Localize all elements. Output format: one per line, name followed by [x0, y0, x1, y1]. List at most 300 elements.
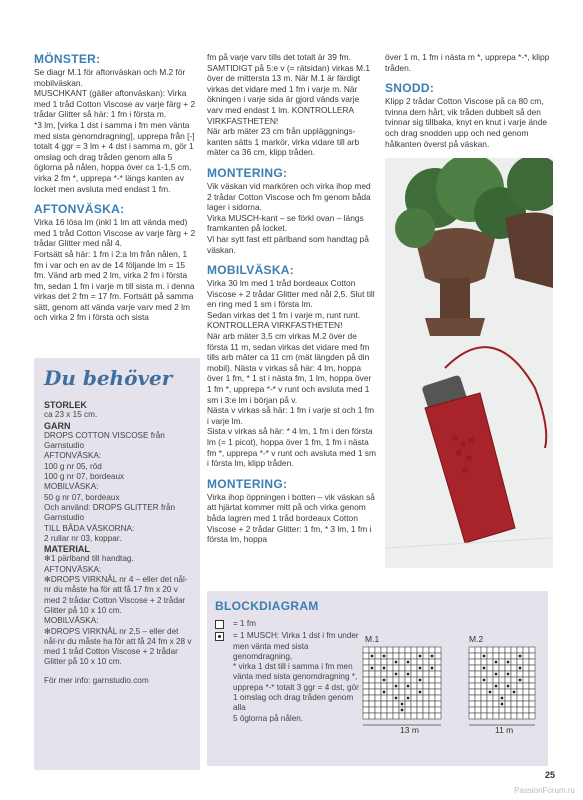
montering-text-2: Virka ihop öppningen i botten – vik väskan så att hjärtat kommer mitt på och virka genom båda lagren med 1 tråd bordeaux Cotton Viscose + 2 trådar Glitter: 1 fm, * 3 lm, 1 fm i första lm, hoppa [207, 491, 375, 545]
grid-cell [529, 695, 535, 701]
storlek-text: ca 23 x 15 cm. [44, 410, 98, 420]
grid-cell [363, 713, 369, 719]
grid-cell [469, 671, 475, 677]
grid-cell [511, 659, 517, 665]
grid-cell [429, 695, 435, 701]
phone-bag-illustration [385, 158, 553, 568]
grid-cell [369, 659, 375, 665]
grid-cell [523, 701, 529, 707]
musch-dot [395, 661, 398, 664]
grid-cell [435, 695, 441, 701]
chart-grids [207, 591, 548, 766]
musch-dot [507, 673, 510, 676]
grid-cell [423, 713, 429, 719]
m2-width-label: 11 m [495, 725, 514, 735]
column-1 [34, 52, 198, 323]
grid-cell [517, 707, 523, 713]
grid-cell [505, 677, 511, 683]
grid-cell [369, 713, 375, 719]
grid-cell [417, 671, 423, 677]
grid-cell [411, 677, 417, 683]
montering-heading-2: MONTERING: [207, 476, 288, 491]
grid-cell [487, 671, 493, 677]
mobilvaska-heading: MOBILVÄSKA: [207, 263, 295, 278]
grid-cell [469, 689, 475, 695]
grid-cell [387, 683, 393, 689]
grid-cell [375, 653, 381, 659]
grid-cell [429, 689, 435, 695]
grid-cell [469, 683, 475, 689]
grid-cell [411, 659, 417, 665]
grid-cell [375, 647, 381, 653]
grid-cell [435, 659, 441, 665]
grid-cell [417, 713, 423, 719]
grid-cell [475, 701, 481, 707]
grid-cell [399, 713, 405, 719]
musch-dot [407, 697, 410, 700]
grid-cell [475, 707, 481, 713]
grid-cell [435, 647, 441, 653]
grid-cell [399, 653, 405, 659]
snodd-text: Klipp 2 trådar Cotton Viscose på ca 80 cm, tvinna dem hårt, vik tråden dubbelt så den tvinnar sig tillbaka, knyt en knut i varje ände och drag snodden upp och ned genom hålkanten överst på väskan. [385, 96, 548, 149]
grid-cell [369, 677, 375, 683]
grid-cell [363, 707, 369, 713]
garn-heading: GARN [44, 420, 71, 431]
grid-cell [469, 707, 475, 713]
grid-cell [493, 689, 499, 695]
grid-cell [511, 677, 517, 683]
grid-cell [475, 677, 481, 683]
grid-cell [417, 647, 423, 653]
grid-cell [475, 683, 481, 689]
grid-cell [435, 683, 441, 689]
grid-cell [469, 653, 475, 659]
grid-cell [529, 701, 535, 707]
grid-cell [529, 647, 535, 653]
musch-dot [431, 667, 434, 670]
grid-cell [417, 701, 423, 707]
grid-cell [529, 683, 535, 689]
musch-dot [383, 679, 386, 682]
snodd-heading: SNODD: [385, 81, 435, 96]
grid-cell [399, 659, 405, 665]
grid-cell [399, 689, 405, 695]
grid-cell [523, 683, 529, 689]
grid-cell [387, 677, 393, 683]
montering-text-1: Vik väskan vid markören och virka ihop med 2 trådar Cotton Viscose och fm genom båda lager i sidorna. Virka MUSCH-kant – se förkl ovan – längs framkanten på locket. Vi har sytt fast ett pärlband som handtag på väskan. [207, 180, 371, 255]
grid-cell [411, 683, 417, 689]
grid-cell [363, 659, 369, 665]
grid-cell [387, 707, 393, 713]
grid-cell [435, 671, 441, 677]
grid-cell [523, 689, 529, 695]
grid-cell [435, 701, 441, 707]
grid-cell [375, 671, 381, 677]
legend-musch: = 1 MUSCH: Virka 1 dst i fm under men vänta med sista genomdragning, * virka 1 dst till i samma i fm men vänta med sista genomdragning *, upprepa *-* totalt 3 ggr = 4 dst, gör 1 omslag och drag tråden genom alla 5 öglorna på nålen. [215, 631, 365, 724]
grid-cell [393, 665, 399, 671]
grid-cell [375, 713, 381, 719]
col3-text-1: över 1 m, 1 fm i nästa m *, upprepa *-*, klipp tråden. [385, 52, 550, 73]
grid-cell [399, 647, 405, 653]
grid-cell [423, 665, 429, 671]
grid-cell [505, 695, 511, 701]
grid-cell [429, 671, 435, 677]
grid-cell [517, 695, 523, 701]
grid-cell [423, 677, 429, 683]
grid-cell [529, 665, 535, 671]
grid-cell [493, 653, 499, 659]
musch-dot [407, 685, 410, 688]
grid-cell [393, 689, 399, 695]
musch-dot [419, 679, 422, 682]
page-number: 25 [544, 770, 555, 780]
grid-cell [523, 707, 529, 713]
grid-cell [505, 707, 511, 713]
grid-cell [381, 671, 387, 677]
grid-cell [411, 647, 417, 653]
grid-cell [499, 677, 505, 683]
chart-m1 [363, 647, 441, 725]
grid-cell [529, 659, 535, 665]
musch-dot [395, 685, 398, 688]
column-3 [385, 52, 555, 149]
grid-cell [393, 653, 399, 659]
grid-cell [435, 677, 441, 683]
grid-cell [517, 701, 523, 707]
grid-cell [505, 713, 511, 719]
grid-cell [387, 659, 393, 665]
musch-dot [419, 691, 422, 694]
musch-dot [501, 703, 504, 706]
grid-cell [523, 653, 529, 659]
grid-cell [393, 677, 399, 683]
grid-cell [417, 659, 423, 665]
grid-cell [429, 683, 435, 689]
grid-cell [405, 653, 411, 659]
grid-cell [529, 713, 535, 719]
grid-cell [499, 707, 505, 713]
grid-cell [387, 671, 393, 677]
watermark: PassionForum.ru [514, 786, 575, 795]
grid-cell [499, 653, 505, 659]
grid-cell [499, 665, 505, 671]
grid-cell [381, 707, 387, 713]
blockdiagram-box [207, 591, 548, 766]
grid-cell [481, 713, 487, 719]
grid-cell [375, 683, 381, 689]
grid-cell [481, 683, 487, 689]
musch-dot [495, 685, 498, 688]
musch-dot [395, 673, 398, 676]
grid-cell [487, 647, 493, 653]
grid-cell [475, 647, 481, 653]
grid-cell [487, 707, 493, 713]
musch-dot [513, 691, 516, 694]
grid-cell [381, 695, 387, 701]
grid-cell [499, 683, 505, 689]
grid-cell [423, 701, 429, 707]
grid-cell [505, 665, 511, 671]
grid-cell [363, 671, 369, 677]
grid-cell [481, 671, 487, 677]
musch-dot [501, 697, 504, 700]
grid-cell [493, 647, 499, 653]
grid-cell [493, 707, 499, 713]
mobilvaska-text: Virka 30 lm med 1 tråd bordeaux Cotton Viscose + 2 trådar Glitter med nål 2,5. Slut till en ring med 1 sm i första lm. Sedan virkas det 1 fm i varje m, runt runt. KONTROLLERA VIRKFASTHETEN! När arb mäter 3,5 cm virkas M.2 över de första 11 m, sedan virkas det vidare med fm tills arb mäter ca 11 cm (mät längden på din mobil). Nästa v virkas så här: 4 lm, hoppa över 1 fm, * 1 st i nästa fm, 1 lm, hoppa över 1 fm *, upprepa *-* v runt och avsluta med 1 sm i 3:e lm i början på v. Nästa v virkas så här: 1 fm i varje st och 1 fm i varje lm. Sista v virkas så här: * 4 lm, 1 fm i den första lm (= 1 picot), hoppa över 1 fm, 1 fm i nästa fm *, upprepa *-* v runt och avsluta med 1 sm i första lm, klipp tråden. [207, 278, 376, 469]
musch-dot [495, 673, 498, 676]
grid-cell [387, 653, 393, 659]
grid-cell [469, 677, 475, 683]
grid-cell [511, 683, 517, 689]
grid-cell [505, 653, 511, 659]
grid-cell [405, 713, 411, 719]
grid-cell [469, 713, 475, 719]
musch-dot [371, 667, 374, 670]
grid-cell [529, 653, 535, 659]
grid-cell [523, 659, 529, 665]
grid-cell [369, 701, 375, 707]
grid-cell [375, 701, 381, 707]
musch-dot [407, 673, 410, 676]
grid-cell [363, 647, 369, 653]
grid-cell [523, 671, 529, 677]
grid-cell [411, 665, 417, 671]
grid-cell [505, 689, 511, 695]
grid-cell [435, 665, 441, 671]
grid-cell [435, 689, 441, 695]
grid-cell [435, 653, 441, 659]
musch-dot [519, 655, 522, 658]
grid-cell [493, 665, 499, 671]
musch-dot [483, 667, 486, 670]
grid-cell [523, 677, 529, 683]
grid-cell [387, 701, 393, 707]
col2-text-1: fm på varje varv tills det totalt är 39 fm. SAMTIDIGT på 5:e v (= rätsidan) virkas M.1 över de mittersta 13 m. När M.1 är färdigt virkas det vidare med 1 fm i varje m. När ökningen i varje sida är gjord vänds varje varv med endast 1 lm. KONTROLLERA VIRKFASTHETEN! När arb mäter 23 cm från uppläggnings-kanten sätts 1 markör, virka vidare till arb mäter ca 36 cm, klipp tråden. [207, 52, 370, 158]
grid-cell [475, 689, 481, 695]
grid-cell [363, 665, 369, 671]
m2-label: M.2 [469, 634, 484, 644]
grid-cell [423, 653, 429, 659]
grid-cell [405, 707, 411, 713]
musch-dot [507, 661, 510, 664]
legend-fm: = 1 fm [215, 619, 365, 629]
grid-cell [475, 665, 481, 671]
grid-cell [423, 683, 429, 689]
material-heading: MATERIAL [44, 544, 90, 555]
grid-cell [429, 677, 435, 683]
grid-cell [511, 701, 517, 707]
grid-cell [435, 707, 441, 713]
grid-cell [405, 665, 411, 671]
grid-cell [487, 683, 493, 689]
musch-dot [483, 655, 486, 658]
grid-cell [481, 701, 487, 707]
grid-cell [411, 701, 417, 707]
grid-cell [375, 677, 381, 683]
grid-cell [529, 677, 535, 683]
grid-cell [481, 647, 487, 653]
grid-cell [499, 659, 505, 665]
grid-cell [475, 713, 481, 719]
grid-cell [469, 695, 475, 701]
grid-cell [375, 689, 381, 695]
grid-cell [511, 707, 517, 713]
blockdiagram-title: BLOCKDIAGRAM [215, 599, 319, 613]
grid-cell [405, 677, 411, 683]
grid-cell [499, 671, 505, 677]
grid-cell [363, 653, 369, 659]
m1-width-label: 13 m [400, 725, 419, 735]
grid-cell [429, 659, 435, 665]
grid-cell [363, 683, 369, 689]
musch-dot [495, 661, 498, 664]
grid-cell [381, 701, 387, 707]
grid-cell [487, 713, 493, 719]
grid-cell [399, 671, 405, 677]
grid-cell [363, 689, 369, 695]
grid-cell [429, 647, 435, 653]
aftonvaska-heading: AFTONVÄSKA: [34, 202, 125, 217]
grid-cell [511, 671, 517, 677]
product-photo [385, 158, 553, 568]
grid-cell [475, 653, 481, 659]
grid-cell [511, 713, 517, 719]
grid-cell [369, 671, 375, 677]
grid-cell [487, 665, 493, 671]
grid-cell [505, 647, 511, 653]
grid-cell [387, 665, 393, 671]
grid-cell [523, 647, 529, 653]
grid-cell [381, 659, 387, 665]
grid-cell [481, 707, 487, 713]
musch-dot [489, 691, 492, 694]
grid-cell [469, 647, 475, 653]
grid-cell [505, 701, 511, 707]
grid-cell [511, 695, 517, 701]
chart-m2 [469, 647, 535, 725]
grid-cell [405, 701, 411, 707]
grid-cell [493, 713, 499, 719]
grid-cell [493, 677, 499, 683]
grid-cell [393, 707, 399, 713]
grid-cell [375, 659, 381, 665]
grid-cell [411, 713, 417, 719]
grid-cell [423, 707, 429, 713]
musch-dot [383, 691, 386, 694]
grid-cell [369, 683, 375, 689]
storlek-heading: STORLEK [44, 400, 87, 410]
musch-dot [431, 655, 434, 658]
grid-cell [387, 689, 393, 695]
grid-cell [387, 713, 393, 719]
grid-cell [411, 689, 417, 695]
grid-cell [475, 695, 481, 701]
grid-cell [487, 677, 493, 683]
musch-dot [419, 667, 422, 670]
grid-cell [511, 653, 517, 659]
musch-dot [507, 685, 510, 688]
grid-cell [523, 713, 529, 719]
grid-cell [387, 695, 393, 701]
grid-cell [411, 707, 417, 713]
grid-cell [481, 659, 487, 665]
grid-cell [417, 707, 423, 713]
grid-cell [423, 659, 429, 665]
grid-cell [411, 671, 417, 677]
grid-cell [393, 647, 399, 653]
grid-cell [399, 677, 405, 683]
grid-cell [517, 647, 523, 653]
grid-cell [517, 683, 523, 689]
grid-cell [429, 701, 435, 707]
aftonvaska-text: Virka 16 lösa lm (inkl 1 lm att vända med) med 1 tråd Cotton Viscose av varje färg + 2 trådar Glitter med nål 4. Fortsätt så här: 1 fm i 2:a lm från nålen, 1 fm i var och en av de 14 följande lm = 15 fm. Vänd arb med 2 lm, virka 2 fm i första fm, sedan 1 fm i varje m till sista m. i denna virkas det 2 fm = 17 fm. Fortsätt på samma sätt, genom att vända varje varv med 2 lm och virka 2 fm i första och sista [34, 217, 196, 323]
grid-cell [481, 695, 487, 701]
grid-cell [423, 695, 429, 701]
grid-cell [487, 701, 493, 707]
grid-cell [529, 671, 535, 677]
musch-dot [395, 697, 398, 700]
grid-cell [423, 647, 429, 653]
grid-cell [369, 695, 375, 701]
grid-cell [411, 653, 417, 659]
grid-cell [475, 671, 481, 677]
grid-cell [487, 653, 493, 659]
grid-cell [417, 683, 423, 689]
grid-cell [517, 659, 523, 665]
musch-dot [401, 709, 404, 712]
grid-cell [481, 689, 487, 695]
grid-cell [369, 647, 375, 653]
materials-box-title: Du behöver [44, 366, 173, 390]
grid-cell [523, 665, 529, 671]
material-text: ✻1 pärlband till handtag. AFTONVÄSKA: ✻DROPS VIRKNÅL nr 4 – eller det nål-nr du måste ha för att få 17 fm x 20 v med 2 trådar Cotton Viscose + 2 trådar Glitter på 10 x 10 cm. MOBILVÄSKA: ✻DROPS VIRKNÅL nr 2,5 – eller det nål-nr du måste ha för att få 24 fm x 28 v med 1 tråd Cotton Viscose + 2 trådar Glitter på 10 x 10 cm. [44, 554, 192, 667]
musch-dot [519, 667, 522, 670]
musch-dot [419, 655, 422, 658]
garn-text: DROPS COTTON VISCOSE från Garnstudio AFTONVÄSKA: 100 g nr 05, röd 100 g nr 07, bordeaux MOBILVÄSKA: 50 g nr 07, bordeaux Och använd: DROPS GLITTER från Garnstudio TILL BÅDA VÄSKORNA: 2 rullar nr 03, koppar. [44, 430, 176, 543]
musch-dot [483, 679, 486, 682]
grid-cell [381, 683, 387, 689]
column-2 [207, 52, 377, 545]
musch-dot [383, 667, 386, 670]
grid-cell [499, 647, 505, 653]
grid-cell [517, 689, 523, 695]
grid-cell [469, 701, 475, 707]
grid-cell [429, 713, 435, 719]
grid-cell [493, 695, 499, 701]
grid-cell [399, 695, 405, 701]
grid-cell [499, 689, 505, 695]
grid-cell [475, 659, 481, 665]
grid-cell [369, 707, 375, 713]
musch-dot [407, 661, 410, 664]
grid-cell [411, 695, 417, 701]
grid-cell [363, 677, 369, 683]
grid-cell [423, 689, 429, 695]
grid-cell [529, 707, 535, 713]
grid-cell [523, 695, 529, 701]
grid-cell [429, 707, 435, 713]
more-info: För mer info: garnstudio.com [44, 675, 149, 685]
grid-cell [381, 647, 387, 653]
grid-cell [399, 665, 405, 671]
grid-cell [363, 695, 369, 701]
grid-cell [393, 713, 399, 719]
grid-cell [511, 665, 517, 671]
grid-cell [469, 659, 475, 665]
grid-cell [529, 689, 535, 695]
m1-label: M.1 [365, 634, 380, 644]
grid-cell [423, 671, 429, 677]
